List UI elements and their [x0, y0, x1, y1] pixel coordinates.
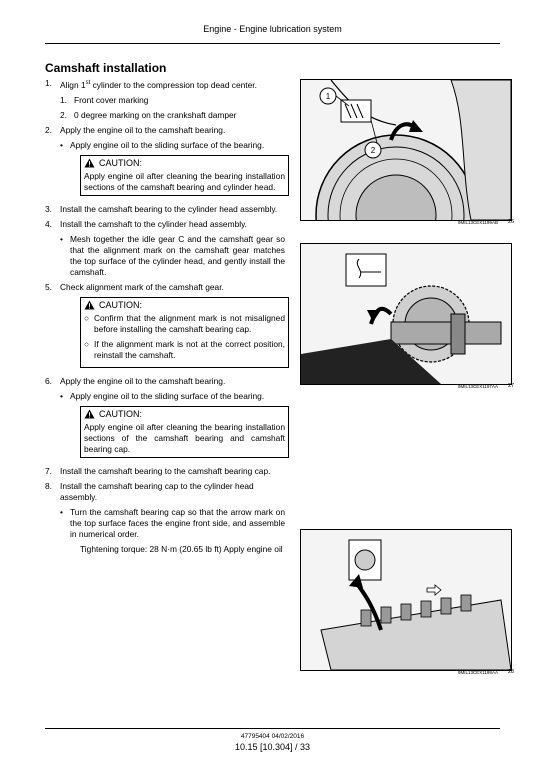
step-6-bullet: • Apply engine oil to the sliding surface of the bearing. [60, 390, 265, 401]
figure-27-image [300, 243, 512, 385]
step-1-item-2: 2. 0 degree marking on the crankshaft damper [60, 109, 237, 120]
caution-item: ○ Confirm that the alignment mark is not misaligned before installing the camshaft bearing cap. [84, 312, 285, 334]
caution-label: CAUTION: [99, 299, 143, 310]
caution-box-2 [80, 297, 289, 368]
step-1-item-1: 1. Front cover marking [60, 94, 149, 105]
figure-28-code: 9MIL13CEX1198AA [458, 670, 498, 675]
step-8-bullet: • Turn the camshaft bearing cap so that the arrow mark on the top surface faces the engine front side, and assemble in numerical order. [60, 506, 285, 539]
step-3: 3. Install the camshaft bearing to the cylinder head assembly. [45, 203, 278, 214]
caution-text: Apply engine oil after cleaning the bearing installation sections of the camshaft bearing and cylinder head. [84, 170, 285, 192]
instructions-column [45, 78, 285, 559]
step-4-bullet: • Mesh together the idle gear C and the camshaft gear so that the alignment mark on the camshaft gear matches the top surface of the cylinder head, and gently install the camshaft. [60, 233, 285, 277]
figure-28-image [300, 529, 512, 671]
footer-doc-id: 47795404 04/02/2016 [240, 733, 305, 740]
footer-rule [45, 728, 500, 729]
caution-text: Apply engine oil after cleaning the bearing installation sections of the camshaft bearing and camshaft bearing cap. [84, 421, 285, 454]
caution-box-1 [80, 155, 289, 196]
step-6: 6. Apply the engine oil to the camshaft bearing. [45, 375, 226, 386]
step-2: 2. Apply the engine oil to the camshaft bearing. [45, 124, 226, 135]
warning-icon [84, 158, 95, 168]
caution-item: ○ If the alignment mark is not at the correct position, reinstall the camshaft. [84, 338, 285, 360]
footer-page-number: 10.15 [10.304] / 33 [234, 742, 311, 752]
tightening-torque: Tightening torque: 28 N·m (20.65 lb ft) Apply engine oil [80, 543, 283, 554]
figure-27-code: 9MIL13CEX1197AA [458, 384, 498, 389]
caution-label: CAUTION: [99, 408, 143, 419]
step-2-bullet: • Apply engine oil to the sliding surface of the bearing. [60, 139, 265, 150]
caution-label: CAUTION: [99, 157, 143, 168]
step-7: 7. Install the camshaft bearing to the camshaft bearing cap. [45, 465, 271, 476]
step-5: 5. Check alignment mark of the camshaft gear. [45, 281, 224, 292]
figure-27-number: 27 [508, 383, 515, 389]
step-8: 8. Install the camshaft bearing cap to the cylinder head assembly. [45, 480, 254, 502]
section-title: Camshaft installation [45, 61, 167, 75]
figure-26-code: 9MIL13CEX1199AB [458, 220, 498, 225]
step-1: 1. Align 1st cylinder to the compression top dead center. [45, 78, 257, 90]
warning-icon [84, 300, 95, 310]
caution-box-3 [80, 406, 289, 458]
figure-26-image [300, 79, 512, 221]
figure-28-number: 28 [508, 669, 515, 675]
step-4: 4. Install the camshaft to the cylinder head assembly. [45, 218, 247, 229]
callout-1: 1 [325, 92, 331, 101]
header-rule [45, 43, 500, 44]
figure-26-number: 26 [508, 219, 515, 225]
warning-icon [84, 409, 95, 419]
callout-2: 2 [370, 146, 376, 155]
page-header: Engine - Engine lubrication system [203, 24, 342, 34]
